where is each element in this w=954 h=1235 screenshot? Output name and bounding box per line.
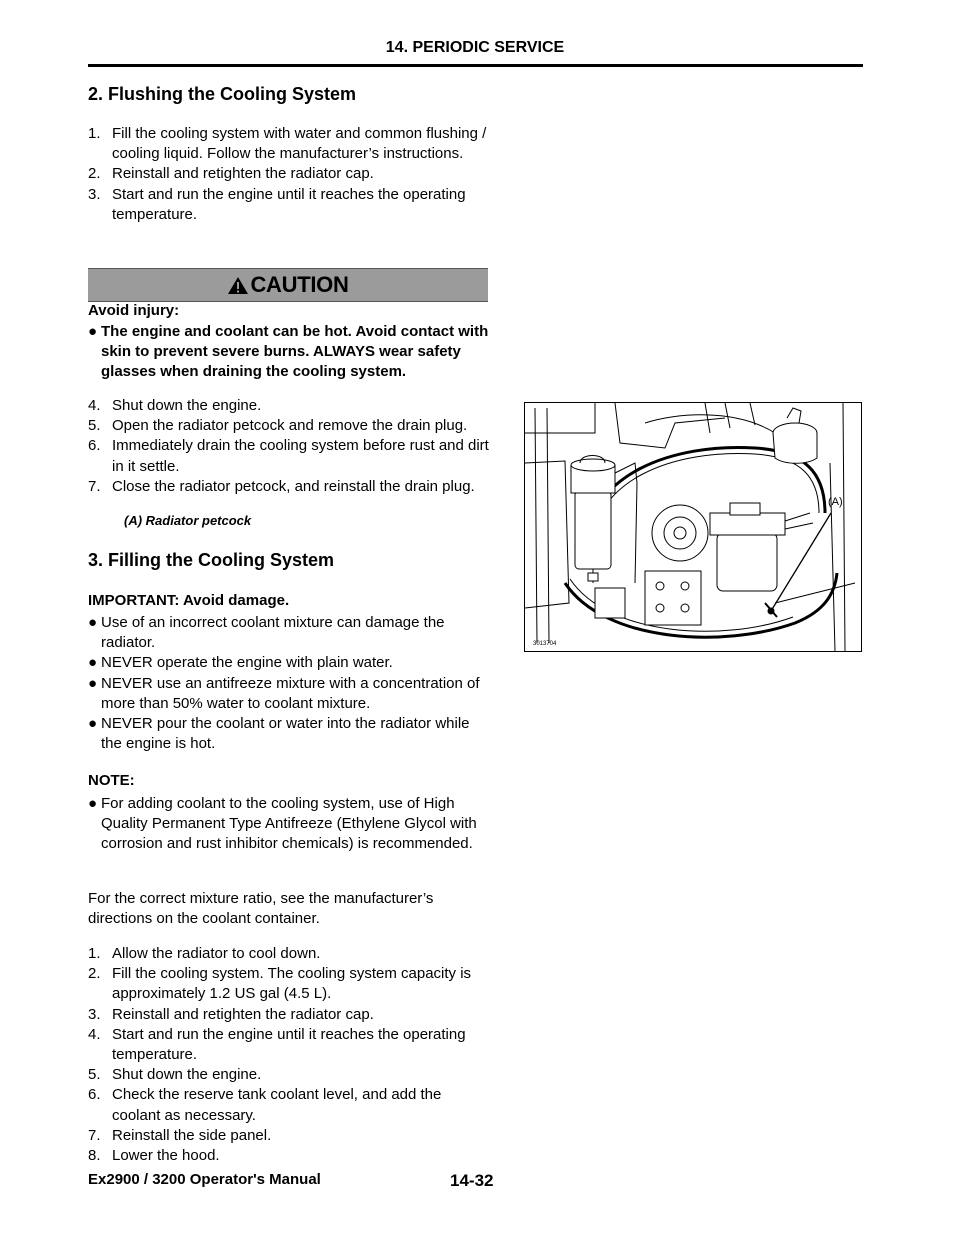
note-bullets xyxy=(88,794,493,855)
list-item: ● NEVER pour the coolant or water into the radiator while the engine is hot. xyxy=(88,715,470,753)
list-item xyxy=(88,1126,493,1146)
list-item xyxy=(88,1085,493,1125)
bullet-text: For adding coolant to the cooling system, use of High Quality Permanent Type Antifreeze (Ethylene Glycol with corrosion and rust inhibitor chemicals) is recommended. xyxy=(101,795,477,853)
important-bullets xyxy=(88,613,493,754)
draining-steps xyxy=(88,396,493,497)
caution-subhead: Avoid injury: xyxy=(88,302,180,319)
list-item xyxy=(88,1065,493,1085)
step-text: Check the reserve tank coolant level, and add the coolant as necessary. xyxy=(112,1086,442,1124)
filling-heading: 3. Filling the Cooling System xyxy=(88,550,335,570)
step-text: Start and run the engine until it reaches the operating temperature. xyxy=(112,185,466,223)
step-text: Fill the cooling system with water and common flushing / cooling liquid. Follow the manufacturer’s instructions. xyxy=(112,125,487,163)
manual-title: Ex2900 / 3200 Operator's Manual xyxy=(88,1171,321,1188)
caution-banner xyxy=(88,268,488,302)
engine-illustration xyxy=(525,403,861,651)
figure-caption: (A) Radiator petcock xyxy=(124,513,252,528)
step-number: 1. xyxy=(88,125,101,142)
bullet-text: NEVER operate the engine with plain water. xyxy=(101,654,393,672)
list-item xyxy=(88,416,493,436)
list-item: ● NEVER operate the engine with plain water. xyxy=(88,654,393,672)
page-number: 14-32 xyxy=(450,1171,494,1190)
list-item xyxy=(88,944,493,964)
step-text: Reinstall and retighten the radiator cap. xyxy=(112,1005,374,1023)
mixture-paragraph: For the correct mixture ratio, see the manufacturer’s directions on the coolant container. xyxy=(88,890,434,928)
section-header: 14. PERIODIC SERVICE xyxy=(385,39,565,56)
list-item: ● Use of an incorrect coolant mixture can damage the radiator. xyxy=(88,614,445,652)
step-text: Start and run the engine until it reaches the operating temperature. xyxy=(112,1025,466,1064)
step-number: 2. xyxy=(88,165,101,183)
step-text: Fill the cooling system. The cooling system capacity is approximately 1.2 US gal (4.5 L). xyxy=(112,965,472,1003)
radiator-petcock-figure xyxy=(524,402,862,652)
step-number: 2. xyxy=(88,965,101,983)
step-number: 1. xyxy=(88,945,101,962)
flushing-heading: 2. Flushing the Cooling System xyxy=(88,84,357,104)
step-text: Close the radiator petcock, and reinstall the drain plug. xyxy=(112,477,475,495)
step-number: 7. xyxy=(88,1126,101,1144)
flushing-steps xyxy=(88,124,493,225)
figure-code: 3013704 xyxy=(533,641,557,647)
step-number: 6. xyxy=(88,1086,101,1104)
list-item xyxy=(88,396,493,416)
bullet-text: NEVER pour the coolant or water into the radiator while the engine is hot. xyxy=(101,715,470,753)
step-number: 4. xyxy=(88,397,101,414)
list-item xyxy=(88,185,493,225)
warning-triangle-icon xyxy=(227,276,249,295)
step-number: 4. xyxy=(88,1025,101,1043)
list-item xyxy=(88,436,493,476)
step-text: Lower the hood. xyxy=(112,1147,220,1165)
step-text: Immediately drain the cooling system before rust and dirt in it settle. xyxy=(112,437,489,475)
step-number: 3. xyxy=(88,1005,101,1023)
step-number: 7. xyxy=(88,477,101,495)
caution-label: CAUTION xyxy=(250,272,349,297)
step-number: 3. xyxy=(88,185,101,203)
list-item: ● NEVER use an antifreeze mixture with a concentration of more than 50% water to coolant mixture. xyxy=(88,674,480,712)
important-label: IMPORTANT: Avoid damage. xyxy=(88,592,290,609)
list-item xyxy=(88,124,493,164)
list-item: ● For adding coolant to the cooling system, use of High Quality Permanent Type Antifreeze (Ethylene Glycol with corrosion and rust inhibitor chemicals) is recommended. xyxy=(88,795,477,853)
step-text: Allow the radiator to cool down. xyxy=(112,945,321,962)
list-item xyxy=(88,164,493,184)
step-number: 8. xyxy=(88,1147,101,1165)
list-item xyxy=(88,1146,493,1166)
list-item xyxy=(88,1025,493,1065)
note-label: NOTE: xyxy=(88,772,135,789)
bullet-text: Use of an incorrect coolant mixture can damage the radiator. xyxy=(101,614,445,652)
step-number: 5. xyxy=(88,417,101,435)
list-item xyxy=(88,964,493,1004)
step-text: Open the radiator petcock and remove the drain plug. xyxy=(112,417,468,435)
header-rule xyxy=(88,64,863,67)
list-item: ● The engine and coolant can be hot. Avoid contact with skin to prevent severe burns. ALWAYS wear safety glasses when draining the cooling system. xyxy=(88,323,489,381)
filling-steps xyxy=(88,944,493,1166)
bullet-text: NEVER use an antifreeze mixture with a concentration of more than 50% water to coolant mixture. xyxy=(101,674,480,712)
step-number: 6. xyxy=(88,437,101,455)
caution-text: The engine and coolant can be hot. Avoid contact with skin to prevent severe burns. ALWAYS wear safety glasses when draining the cooling system. xyxy=(101,323,489,381)
step-text: Shut down the engine. xyxy=(112,1066,262,1084)
list-item xyxy=(88,477,493,497)
step-text: Reinstall the side panel. xyxy=(112,1126,272,1144)
list-item xyxy=(88,1005,493,1025)
step-number: 5. xyxy=(88,1066,101,1084)
step-text: Shut down the engine. xyxy=(112,397,262,414)
callout-a-label: (A) xyxy=(828,496,843,508)
step-text: Reinstall and retighten the radiator cap. xyxy=(112,165,374,183)
caution-bullets xyxy=(88,322,493,383)
